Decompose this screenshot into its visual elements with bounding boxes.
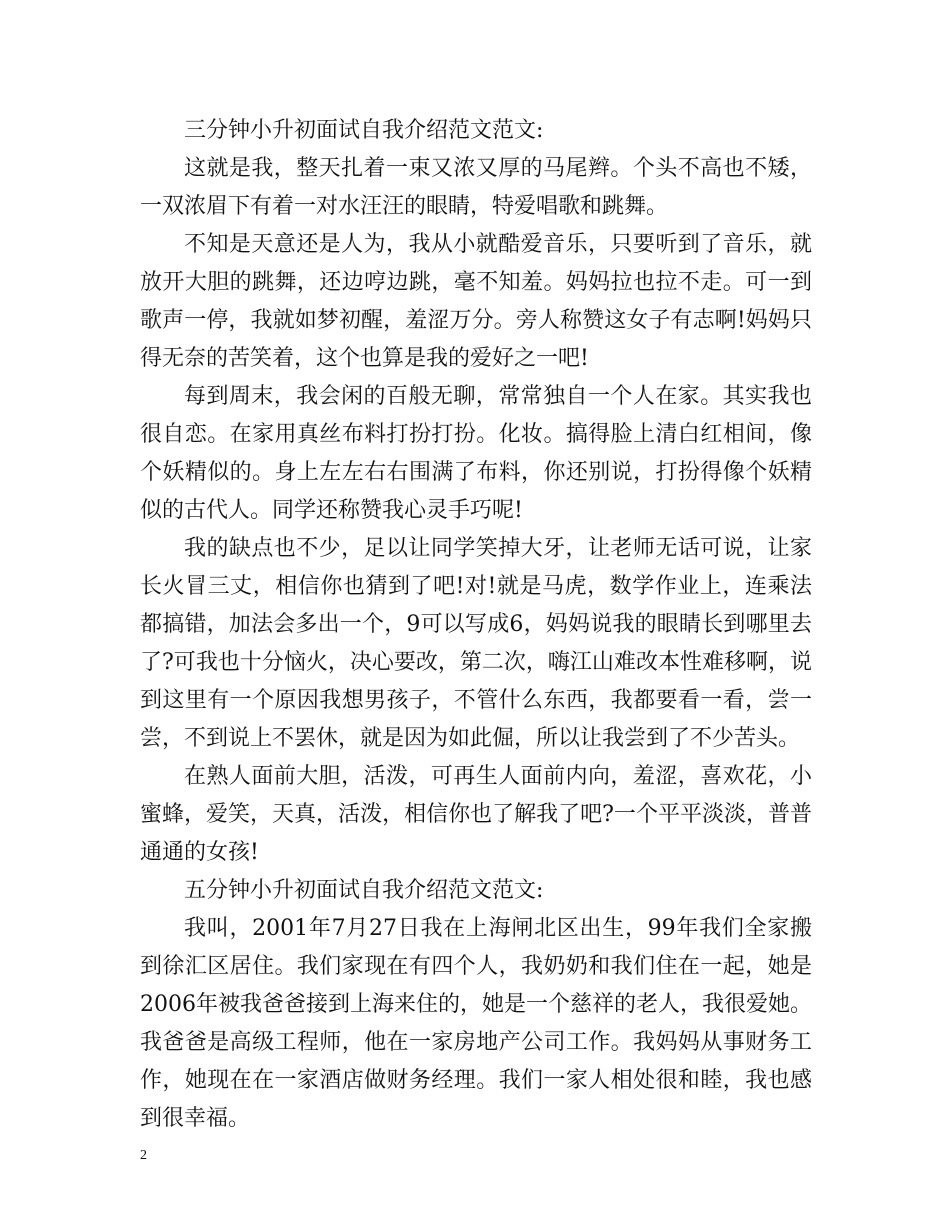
paragraph: 不知是天意还是人为，我从小就酷爱音乐，只要听到了音乐，就放开大胆的跳舞，还边哼边跳，毫不知羞。妈妈拉也拉不走。可一到歌声一停，我就如梦初醒，羞涩万分。旁人称赞这女子有志啊!妈妈只得无奈的苦笑着，这个也算是我的爱好之一吧! bbox=[140, 232, 812, 371]
paragraph: 在熟人面前大胆，活泼，可再生人面前内向，羞涩，喜欢花，小蜜蜂，爱笑，天真，活泼，相信你也了解我了吧?一个平平淡淡，普普通通的女孩! bbox=[140, 764, 812, 865]
heading-five-minute: 五分钟小升初面试自我介绍范文范文: bbox=[184, 878, 544, 903]
paragraph: 这就是我，整天扎着一束又浓又厚的马尾辫。个头不高也不矮，一双浓眉下有着一对水汪汪的眼睛，特爱唱歌和跳舞。 bbox=[140, 156, 812, 219]
document-body bbox=[140, 112, 812, 1138]
paragraph: 每到周末，我会闲的百般无聊，常常独自一个人在家。其实我也很自恋。在家用真丝布料打扮打扮。化妆。搞得脸上清白红相间，像个妖精似的。身上左左右右围满了布料，你还别说，打扮得像个妖精似的古代人。同学还称赞我心灵手巧呢! bbox=[140, 384, 812, 523]
paragraph: 我叫，2001年7月27日我在上海闸北区出生，99年我们全家搬到徐汇区居住。我们家现在有四个人，我奶奶和我们住在一起，她是2006年被我爸爸接到上海来住的，她是一个慈祥的老人，我很爱她。我爸爸是高级工程师，他在一家房地产公司工作。我妈妈从事财务工作，她现在在一家酒店做财务经理。我们一家人相处很和睦，我也感到很幸福。 bbox=[140, 916, 812, 1131]
paragraph: 我的缺点也不少，足以让同学笑掉大牙，让老师无话可说，让家长火冒三丈，相信你也猜到了吧!对!就是马虎，数学作业上，连乘法都搞错，加法会多出一个，9可以写成6，妈妈说我的眼睛长到哪里去了?可我也十分恼火，决心要改，第二次，嗨江山难改本性难移啊，说到这里有一个原因我想男孩子，不管什么东西，我都要看一看，尝一尝，不到说上不罢休，就是因为如此倔，所以让我尝到了不少苦头。 bbox=[140, 536, 812, 751]
page-number: 2 bbox=[140, 1148, 147, 1163]
heading-three-minute: 三分钟小升初面试自我介绍范文范文: bbox=[184, 118, 544, 143]
